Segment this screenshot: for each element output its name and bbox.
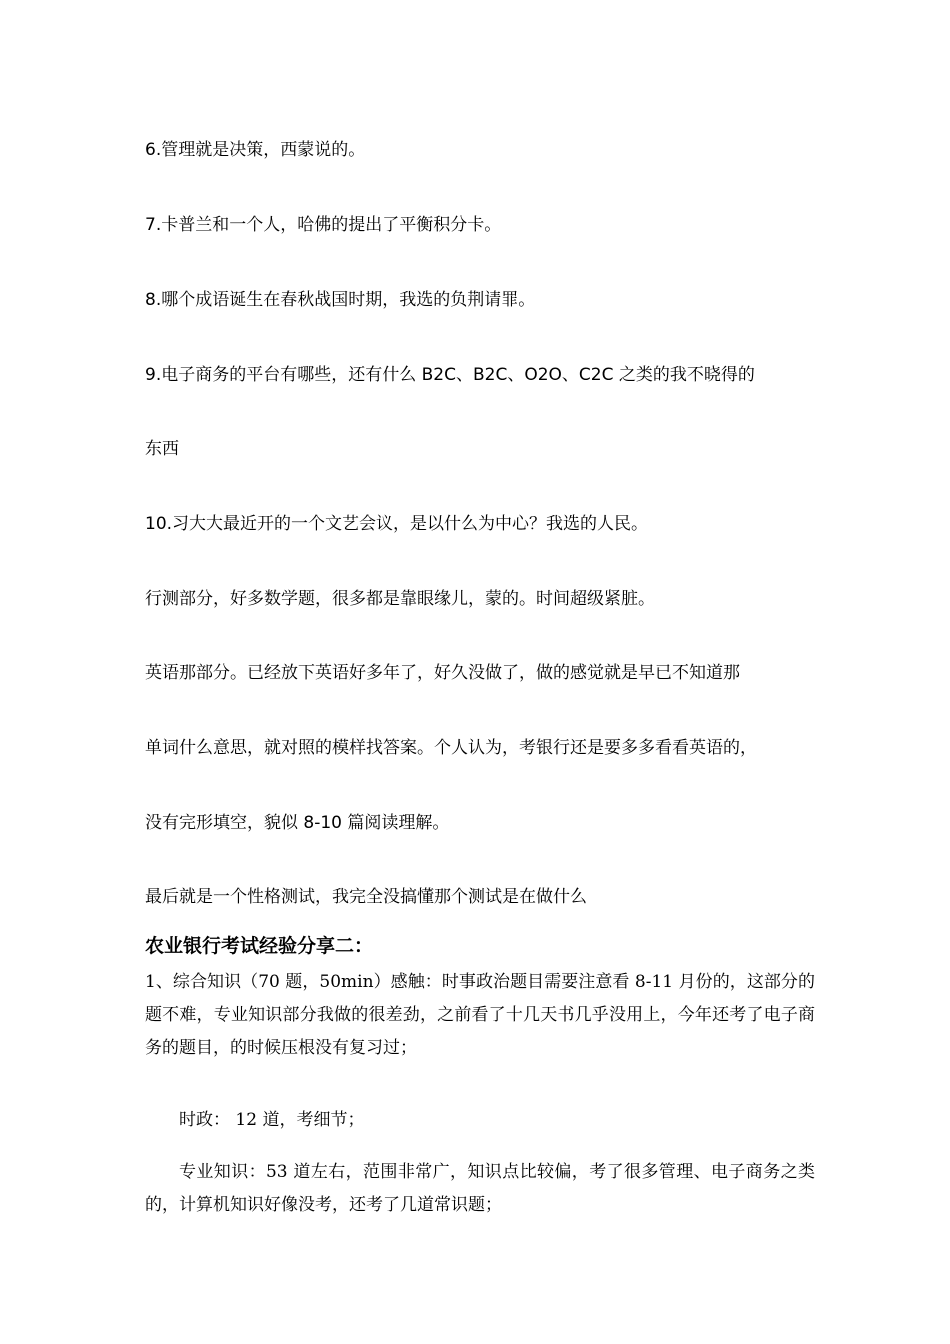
item-7-text: 7.卡普兰和一个人，哈佛的提出了平衡积分卡。	[145, 215, 502, 235]
comprehensive-knowledge-paragraph: 1、综合知识（70 题，50min）感触：时事政治题目需要注意看 8-11 月份的，这部分的题不难，专业知识部分我做的很差劲，之前看了十几天书几乎没用上，今年还考了电子商务的题目，的时候压根没有复习过；	[145, 972, 815, 1058]
section-heading: 农业银行考试经验分享二：	[145, 935, 374, 957]
item-8-text: 8.哪个成语诞生在春秋战国时期，我选的负荆请罪。	[145, 290, 536, 310]
item-10-text: 10.习大大最近开的一个文艺会议，是以什么为中心？我选的人民。	[145, 514, 649, 534]
english-paragraph-line1: 英语那部分。已经放下英语好多年了，好久没做了，做的感觉就是早已不知道那	[145, 663, 740, 683]
current-affairs-paragraph: 时政： 12 道，考细节；	[179, 1110, 365, 1130]
item-9-text-line1: 9.电子商务的平台有哪些，还有什么 B2C、B2C、O2O、C2C 之类的我不晓得的	[145, 365, 755, 385]
english-paragraph-line2: 单词什么意思，就对照的模样找答案。个人认为，考银行还是要多多看看英语的，	[145, 738, 757, 758]
english-paragraph-line3: 没有完形填空，貌似 8-10 篇阅读理解。	[145, 813, 450, 833]
item-9-text-line2: 东西	[145, 439, 179, 459]
professional-knowledge-paragraph: 专业知识：53 道左右，范围非常广，知识点比较偏，考了很多管理、电子商务之类的，计算机知识好像没考，还考了几道常识题；	[145, 1162, 815, 1215]
xingce-paragraph: 行测部分，好多数学题，很多都是靠眼缘儿，蒙的。时间超级紧脏。	[145, 589, 655, 609]
item-6-text: 6.管理就是决策，西蒙说的。	[145, 140, 366, 160]
personality-test-paragraph: 最后就是一个性格测试，我完全没搞懂那个测试是在做什么	[145, 887, 587, 907]
